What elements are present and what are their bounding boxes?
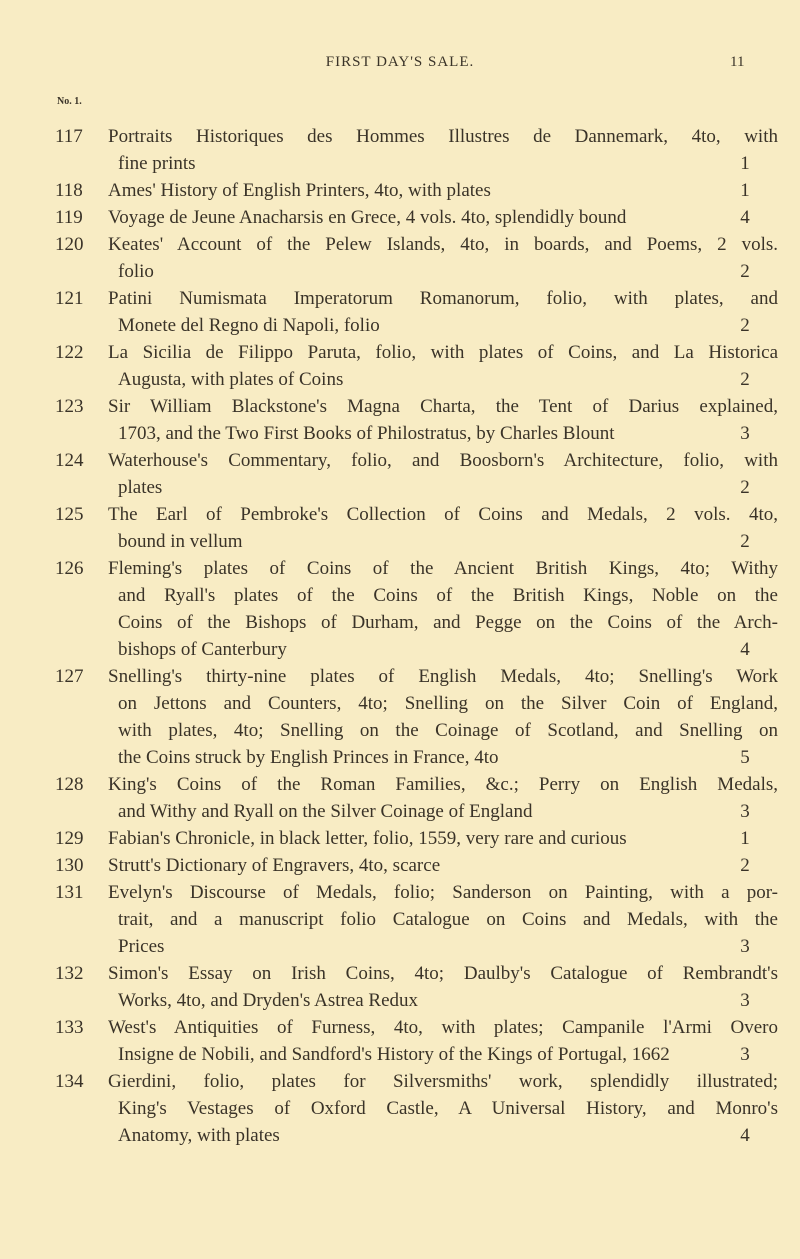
running-header: FIRST DAY'S SALE. <box>325 54 475 70</box>
lot-description-line: the Coins struck by English Princes in France, 4to <box>118 747 499 768</box>
lot-number: 117 <box>55 126 83 147</box>
lot-price: 4 <box>740 639 750 660</box>
lot-number: 133 <box>55 1017 84 1038</box>
lot-description-line: Strutt's Dictionary of Engravers, 4to, scarce <box>108 855 441 876</box>
lot-entry <box>55 177 755 204</box>
lot-number: 121 <box>55 288 84 309</box>
lot-entry <box>55 447 778 501</box>
lot-entry <box>55 1068 778 1149</box>
lot-entry <box>55 501 778 555</box>
lot-price: 2 <box>740 477 750 498</box>
lot-description-line: Voyage de Jeune Anacharsis en Grece, 4 vols. 4to, splendidly bound <box>108 207 627 228</box>
lot-price: 3 <box>740 801 750 822</box>
lot-entry <box>55 339 778 393</box>
lot-description-line: Prices <box>118 936 165 957</box>
lot-description-line: and Withy and Ryall on the Silver Coinage of England <box>118 801 533 822</box>
lot-entry <box>55 555 778 663</box>
lot-entry <box>55 825 755 852</box>
lot-description-line: Portraits Historiques des Hommes Illustres de Dannemark, 4to, with <box>108 126 778 147</box>
lot-description-line: Patini Numismata Imperatorum Romanorum, folio, with plates, and <box>108 288 778 309</box>
lot-price: 2 <box>740 531 750 552</box>
lot-description-line: 1703, and the Two First Books of Philostratus, by Charles Blount <box>118 423 615 444</box>
lot-description-line: West's Antiquities of Furness, 4to, with plates; Campanile l'Armi Overo <box>108 1017 778 1038</box>
lot-description-line: Snelling's thirty-nine plates of English Medals, 4to; Snelling's Work <box>108 666 778 687</box>
lot-description-line: Fleming's plates of Coins of the Ancient British Kings, 4to; Withy <box>108 558 778 579</box>
lot-description-line: bound in vellum <box>118 531 243 552</box>
lot-number: 128 <box>55 774 84 795</box>
lot-list <box>55 123 778 1149</box>
lot-description-line: trait, and a manuscript folio Catalogue on Coins and Medals, with the <box>118 909 778 930</box>
lot-number: 119 <box>55 207 83 228</box>
lot-description-line: folio <box>118 261 154 282</box>
lot-description-line: Works, 4to, and Dryden's Astrea Redux <box>118 990 419 1011</box>
lot-description-line: Anatomy, with plates <box>118 1125 280 1146</box>
lot-description-line: with plates, 4to; Snelling on the Coinage of Scotland, and Snelling on <box>118 720 778 741</box>
lot-number: 129 <box>55 828 84 849</box>
lot-description-line: Sir William Blackstone's Magna Charta, the Tent of Darius explained, <box>108 396 778 417</box>
lot-number: 123 <box>55 396 84 417</box>
lot-entry <box>55 1014 778 1068</box>
lot-number: 122 <box>55 342 84 363</box>
lot-entry <box>55 879 778 960</box>
lot-entry <box>55 231 778 285</box>
lot-price: 2 <box>740 261 750 282</box>
lot-price: 5 <box>740 747 750 768</box>
lot-number: 125 <box>55 504 84 525</box>
lot-number: 130 <box>55 855 84 876</box>
lot-price: 4 <box>740 1125 750 1146</box>
lot-description-line: Simon's Essay on Irish Coins, 4to; Daulby's Catalogue of Rembrandt's <box>108 963 778 984</box>
lot-description-line: King's Coins of the Roman Families, &c.; Perry on English Medals, <box>108 774 778 795</box>
lot-description-line: Coins of the Bishops of Durham, and Pegge on the Coins of the Arch- <box>118 612 778 633</box>
lot-entry <box>55 771 778 825</box>
lot-price: 2 <box>740 855 750 876</box>
lot-description-line: fine prints <box>118 153 196 174</box>
lot-number: 126 <box>55 558 84 579</box>
lot-number: 124 <box>55 450 84 471</box>
lot-description-line: bishops of Canterbury <box>118 639 287 660</box>
lot-entry <box>55 393 778 447</box>
page-number: 11 <box>730 54 745 70</box>
lot-number: 120 <box>55 234 84 255</box>
lot-entry <box>55 852 755 879</box>
lot-description-line: King's Vestages of Oxford Castle, A Universal History, and Monro's <box>118 1098 778 1119</box>
lot-description-line: Insigne de Nobili, and Sandford's History of the Kings of Portugal, 1662 <box>118 1044 670 1065</box>
lot-description-line: Waterhouse's Commentary, folio, and Boosborn's Architecture, folio, with <box>108 450 778 471</box>
lot-price: 3 <box>740 990 750 1011</box>
lot-description-line: Evelyn's Discourse of Medals, folio; Sanderson on Painting, with a por- <box>108 882 778 903</box>
lot-description-line: Fabian's Chronicle, in black letter, folio, 1559, very rare and curious <box>108 828 627 849</box>
lot-entry <box>55 204 755 231</box>
lot-number: 127 <box>55 666 84 687</box>
lot-description-line: Gierdini, folio, plates for Silversmiths' work, splendidly illustrated; <box>108 1071 778 1092</box>
lot-description-line: and Ryall's plates of the Coins of the British Kings, Noble on the <box>118 585 778 606</box>
lot-number: 131 <box>55 882 84 903</box>
signature-mark: No. 1. <box>57 96 82 107</box>
lot-description-line: Ames' History of English Printers, 4to, with plates <box>108 180 491 201</box>
lot-price: 1 <box>740 828 750 849</box>
lot-entry <box>55 123 778 177</box>
lot-price: 1 <box>740 180 750 201</box>
lot-description-line: La Sicilia de Filippo Paruta, folio, with plates of Coins, and La Historica <box>108 342 778 363</box>
lot-number: 118 <box>55 180 83 201</box>
lot-description-line: plates <box>118 477 163 498</box>
lot-description-line: Keates' Account of the Pelew Islands, 4to, in boards, and Poems, 2 vols. <box>108 234 778 255</box>
lot-description-line: Augusta, with plates of Coins <box>118 369 344 390</box>
lot-price: 2 <box>740 369 750 390</box>
lot-price: 3 <box>740 936 750 957</box>
lot-number: 132 <box>55 963 84 984</box>
lot-description-line: on Jettons and Counters, 4to; Snelling on the Silver Coin of England, <box>118 693 778 714</box>
lot-entry <box>55 960 778 1014</box>
lot-price: 2 <box>740 315 750 336</box>
lot-price: 3 <box>740 1044 750 1065</box>
lot-price: 3 <box>740 423 750 444</box>
lot-description-line: The Earl of Pembroke's Collection of Coins and Medals, 2 vols. 4to, <box>108 504 778 525</box>
lot-price: 1 <box>740 153 750 174</box>
lot-description-line: Monete del Regno di Napoli, folio <box>118 315 380 336</box>
lot-number: 134 <box>55 1071 84 1092</box>
lot-entry <box>55 663 778 771</box>
lot-entry <box>55 285 778 339</box>
lot-price: 4 <box>740 207 750 228</box>
